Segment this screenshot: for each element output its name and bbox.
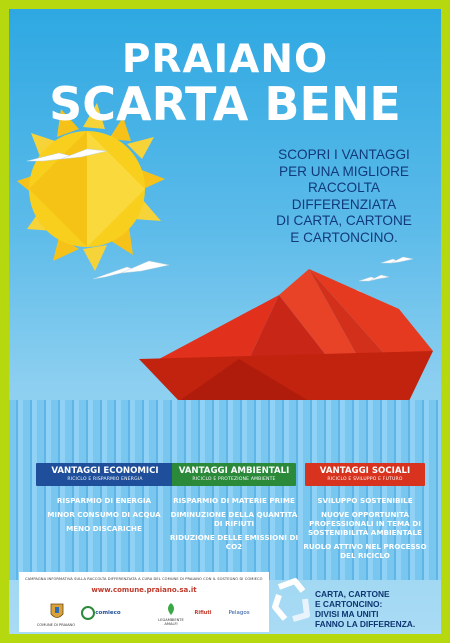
list-item: MINOR CONSUMO DI ACQUA <box>47 510 161 519</box>
intro-line: SCOPRI I VANTAGGI <box>278 147 410 162</box>
coat-of-arms-icon <box>49 602 65 622</box>
slogan-line: E CARTONCINO: <box>315 599 383 609</box>
recycle-icon <box>271 577 313 625</box>
intro-line: DIFFERENZIATA <box>291 196 397 212</box>
badge-title: VANTAGGI AMBIENTALI <box>178 466 290 476</box>
slogan-line: CARTA, CARTONE <box>315 589 390 599</box>
poster-panel <box>9 9 441 634</box>
list-item: RIDUZIONE DELLE EMISSIONI DI CO2 <box>169 533 299 551</box>
list-item: DIMINUZIONE DELLA QUANTITÀ DI RIFIUTI <box>170 510 298 528</box>
list-item: SVILUPPO SOSTENIBILE <box>317 496 413 505</box>
intro-text <box>249 147 439 246</box>
slogan-line: DIVISI MA UNITI <box>315 609 379 619</box>
badge-social <box>305 463 425 486</box>
list-item: NUOVE OPPORTUNITÀ PROFESSIONALI IN TEMA DI SOSTENIBILITÀ AMBIENTALE <box>308 510 422 537</box>
list-item: MENO DISCARICHE <box>66 524 142 533</box>
logo-rifiuti: Rifiuti <box>194 610 212 616</box>
slogan-line: FANNO LA DIFFERENZA. <box>315 619 416 629</box>
logo-comune: COMUNE DI PRAIANO <box>36 623 76 627</box>
list-item: RUOLO ATTIVO NEL PROCESSO DEL RICICLO <box>303 542 427 560</box>
page-title-line2: SCARTA BENE <box>49 77 401 131</box>
badge-environmental <box>172 463 296 486</box>
website-link[interactable]: www.comune.praiano.sa.it <box>91 586 197 594</box>
benefit-list <box>36 496 172 533</box>
paper-boat-icon <box>139 269 433 401</box>
badge-subtitle: RICICLO E SVILUPPO E FUTURO <box>327 477 403 482</box>
page-title-line1: PRAIANO <box>121 37 329 82</box>
intro-line: RACCOLTA <box>307 180 380 195</box>
benefit-list <box>166 496 302 551</box>
badge-title: VANTAGGI ECONOMICI <box>51 466 159 476</box>
campaign-text: CAMPAGNA INFORMATIVA SULLA RACCOLTA DIFFERENZIATA A CURA DEL COMUNE DI PRAIANO CON IL SOSTEGNO DI COMIECO <box>25 577 263 581</box>
badge-subtitle: RICICLO E RISPARMIO ENERGIA <box>67 477 143 482</box>
logo-pelagos: Pelagos <box>228 610 250 616</box>
leaf-icon <box>165 602 177 616</box>
list-item: RISPARMIO DI ENERGIA <box>56 496 152 505</box>
badge-subtitle: RICICLO E PROTEZIONE AMBIENTE <box>192 477 276 482</box>
logo-comieco: comieco <box>95 610 121 616</box>
column-social <box>297 463 433 565</box>
intro-line: E CARTONCINO. <box>290 229 398 245</box>
intro-line: DI CARTA, CARTONE <box>276 213 412 228</box>
logo-legambiente: LEGAMBIENTE AMALFI <box>158 618 184 626</box>
column-environmental <box>166 463 302 556</box>
column-economic <box>36 463 172 538</box>
benefit-list <box>297 496 433 560</box>
intro-line: PER UNA MIGLIORE <box>279 163 409 179</box>
slogan <box>315 589 441 629</box>
list-item: RISPARMIO DI MATERIE PRIME <box>173 496 295 505</box>
badge-economic <box>36 463 174 486</box>
badge-title: VANTAGGI SOCIALI <box>319 466 411 476</box>
sponsor-footer <box>19 572 269 632</box>
